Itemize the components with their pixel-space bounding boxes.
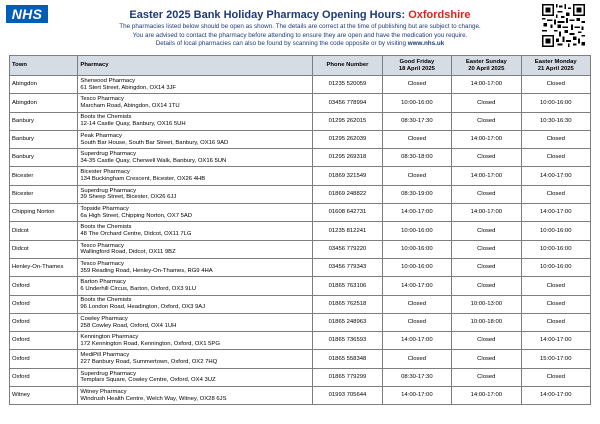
easter-monday-hours: Closed: [521, 76, 590, 94]
good-friday-hours: Closed: [382, 295, 451, 313]
easter-sunday-hours: 14:00-17:00: [452, 130, 521, 148]
pharmacy-address: Windrush Health Centre, Welch Way, Witney, OX28 6JS: [80, 395, 227, 402]
table-row: [10, 167, 591, 185]
town-cell: Abingdon: [10, 76, 78, 94]
title-prefix: Easter 2025 Bank Holiday Pharmacy Opening Hours:: [129, 9, 406, 21]
column-header-day: Good Friday: [399, 58, 435, 65]
phone-cell: 01295 262039: [313, 130, 382, 148]
easter-monday-hours: Closed: [521, 313, 590, 331]
easter-monday-hours: Closed: [521, 368, 590, 386]
pharmacy-name: Boots the Chemists: [80, 114, 132, 121]
easter-monday-hours: 10:30-16:30: [521, 112, 590, 130]
table-row: [10, 204, 591, 222]
phone-cell: 01865 558348: [313, 350, 382, 368]
phone-cell: 01235 520059: [313, 76, 382, 94]
easter-sunday-hours: Closed: [452, 240, 521, 258]
table-row: [10, 240, 591, 258]
easter-monday-hours: 10:00-16:00: [521, 222, 590, 240]
details-text: Details of local pharmacies can also be found by scanning the code opposite or by visiting: [155, 40, 406, 48]
column-header-easter-sunday: [452, 56, 521, 76]
good-friday-hours: 10:00-16:00: [382, 94, 451, 112]
easter-sunday-hours: Closed: [452, 332, 521, 350]
easter-monday-hours: Closed: [521, 149, 590, 167]
pharmacy-address: 359 Reading Road, Henley-On-Thames, RG9 4HA: [80, 267, 213, 274]
phone-cell: 01865 762518: [313, 295, 382, 313]
pharmacy-name: Bicester Pharmacy: [80, 169, 130, 176]
town-cell: Didcot: [10, 240, 78, 258]
pharmacy-cell: [78, 112, 313, 130]
good-friday-hours: 10:00-16:00: [382, 258, 451, 276]
pharmacy-address: 6a High Street, Chipping Norton, OX7 5AD: [80, 212, 193, 219]
phone-cell: 01865 736593: [313, 332, 382, 350]
pharmacy-name: Superdrug Pharmacy: [80, 187, 137, 194]
pharmacy-address: 227 Banbury Road, Summertown, Oxford, OX2 7HQ: [80, 359, 218, 366]
pharmacy-cell: [78, 258, 313, 276]
pharmacy-cell: [78, 368, 313, 386]
pharmacy-cell: [78, 149, 313, 167]
easter-sunday-hours: Closed: [452, 258, 521, 276]
easter-monday-hours: 14:00-17:00: [521, 204, 590, 222]
easter-sunday-hours: Closed: [452, 277, 521, 295]
phone-cell: 01865 763106: [313, 277, 382, 295]
pharmacy-address: 12-14 Castle Quay, Banbury, OX16 5UH: [80, 121, 186, 128]
table-row: [10, 313, 591, 331]
town-cell: Oxford: [10, 350, 78, 368]
good-friday-hours: 08:30-19:00: [382, 185, 451, 203]
good-friday-hours: 14:00-17:00: [382, 204, 451, 222]
pharmacy-name: Peak Pharmacy: [80, 132, 122, 139]
good-friday-hours: Closed: [382, 350, 451, 368]
easter-monday-hours: 15:00-17:00: [521, 350, 590, 368]
town-cell: Banbury: [10, 112, 78, 130]
good-friday-hours: Closed: [382, 313, 451, 331]
town-cell: Oxford: [10, 277, 78, 295]
easter-sunday-hours: Closed: [452, 350, 521, 368]
table-row: [10, 295, 591, 313]
table-row: [10, 222, 591, 240]
easter-sunday-hours: Closed: [452, 149, 521, 167]
pharmacy-name: Tesco Pharmacy: [80, 260, 124, 267]
easter-sunday-hours: Closed: [452, 185, 521, 203]
qr-code-icon[interactable]: [542, 4, 585, 47]
good-friday-hours: 08:30-17:30: [382, 112, 451, 130]
phone-cell: 03456 779343: [313, 258, 382, 276]
pharmacy-name: MediPill Pharmacy: [80, 352, 130, 359]
details-line: [80, 40, 520, 49]
pharmacy-name: Sherwood Pharmacy: [80, 77, 136, 84]
phone-cell: 01295 262015: [313, 112, 382, 130]
phone-cell: 01865 248963: [313, 313, 382, 331]
table-row: [10, 76, 591, 94]
easter-sunday-hours: Closed: [452, 222, 521, 240]
easter-monday-hours: 14:00-17:00: [521, 332, 590, 350]
easter-monday-hours: 10:00-16:00: [521, 258, 590, 276]
good-friday-hours: 14:00-17:00: [382, 332, 451, 350]
good-friday-hours: 10:00-16:00: [382, 240, 451, 258]
pharmacy-address: Marcham Road, Abingdon, OX14 1TU: [80, 102, 180, 109]
pharmacy-address: 96 London Road, Headington, Oxford, OX3 9AJ: [80, 304, 206, 311]
easter-sunday-hours: Closed: [452, 112, 521, 130]
good-friday-hours: Closed: [382, 76, 451, 94]
phone-cell: 03456 778994: [313, 94, 382, 112]
good-friday-hours: 08:30-17:30: [382, 368, 451, 386]
pharmacy-name: Tesco Pharmacy: [80, 242, 124, 249]
column-header-day: Easter Monday: [534, 58, 577, 65]
pharmacy-cell: [78, 204, 313, 222]
pharmacy-cell: [78, 295, 313, 313]
good-friday-hours: 08:30-18:00: [382, 149, 451, 167]
pharmacy-name: Barton Pharmacy: [80, 279, 126, 286]
pharmacy-cell: [78, 185, 313, 203]
nhs-website-link[interactable]: www.nhs.uk: [407, 40, 445, 48]
table-row: [10, 387, 591, 405]
pharmacy-address: 39 Sheep Street, Bicester, OX26 6JJ: [80, 194, 177, 201]
column-header-phone: Phone Number: [313, 56, 382, 76]
page-title: [90, 9, 510, 21]
nhs-logo: NHS: [6, 5, 48, 23]
good-friday-hours: 14:00-17:00: [382, 387, 451, 405]
town-cell: Witney: [10, 387, 78, 405]
pharmacy-address: 48 The Orchard Centre, Didcot, OX11 7LG: [80, 231, 192, 238]
town-cell: Oxford: [10, 295, 78, 313]
pharmacy-cell: [78, 240, 313, 258]
town-cell: Bicester: [10, 185, 78, 203]
table-header-row: [10, 56, 591, 76]
easter-sunday-hours: Closed: [452, 368, 521, 386]
pharmacy-address: 172 Kennington Road, Kennington, Oxford, OX1 5PG: [80, 340, 220, 347]
pharmacy-address: Templars Square, Cowley Centre, Oxford, OX4 3UZ: [80, 377, 216, 384]
pharmacy-table: [9, 55, 591, 405]
table-row: [10, 350, 591, 368]
pharmacy-address: 61 Stert Street, Abingdon, OX14 3JF: [80, 84, 177, 91]
easter-sunday-hours: 10:00-18:00: [452, 313, 521, 331]
intro-line: The pharmacies listed below should be open as shown. The details are correct at the time of publishing but are subject to change.: [119, 23, 481, 30]
town-cell: Oxford: [10, 313, 78, 331]
phone-cell: 01608 642731: [313, 204, 382, 222]
pharmacy-cell: [78, 94, 313, 112]
column-header-town: Town: [10, 56, 78, 76]
pharmacy-address: 258 Cowley Road, Oxford, OX4 1UH: [80, 322, 177, 329]
phone-cell: 01865 779299: [313, 368, 382, 386]
town-cell: Henley-On-Thames: [10, 258, 78, 276]
easter-sunday-hours: 14:00-17:00: [452, 387, 521, 405]
pharmacy-name: Witney Pharmacy: [80, 388, 127, 395]
pharmacy-cell: [78, 277, 313, 295]
easter-sunday-hours: 14:00-17:00: [452, 76, 521, 94]
column-header-pharmacy: Pharmacy: [78, 56, 313, 76]
phone-cell: 01295 269318: [313, 149, 382, 167]
easter-sunday-hours: 14:00-17:00: [452, 167, 521, 185]
pharmacy-cell: [78, 387, 313, 405]
table-row: [10, 112, 591, 130]
pharmacy-name: Boots the Chemists: [80, 297, 132, 304]
pharmacy-address: 6 Underhill Circus, Barton, Oxford, OX3 9LU: [80, 285, 196, 292]
town-cell: Banbury: [10, 130, 78, 148]
column-header-date: 18 April 2025: [398, 65, 435, 72]
town-cell: Chipping Norton: [10, 204, 78, 222]
good-friday-hours: 14:00-17:00: [382, 277, 451, 295]
easter-monday-hours: 10:00-16:00: [521, 94, 590, 112]
easter-monday-hours: 10:00-16:00: [521, 240, 590, 258]
pharmacy-address: 34-35 Castle Quay, Cherwell Walk, Banbury, OX16 5UN: [80, 157, 227, 164]
town-cell: Bicester: [10, 167, 78, 185]
pharmacy-address: 134 Buckingham Crescent, Bicester, OX26 4HB: [80, 176, 206, 183]
phone-cell: 01235 812241: [313, 222, 382, 240]
phone-cell: 03456 779220: [313, 240, 382, 258]
pharmacy-cell: [78, 167, 313, 185]
table-row: [10, 332, 591, 350]
town-cell: Didcot: [10, 222, 78, 240]
table-row: [10, 258, 591, 276]
pharmacy-name: Topside Pharmacy: [80, 205, 129, 212]
pharmacy-address: South Bar House, South Bar Street, Banbury, OX16 9AD: [80, 139, 229, 146]
easter-sunday-hours: 14:00-17:00: [452, 204, 521, 222]
column-header-date: 21 April 2025: [537, 65, 574, 72]
town-cell: Abingdon: [10, 94, 78, 112]
good-friday-hours: Closed: [382, 130, 451, 148]
easter-monday-hours: 14:00-17:00: [521, 167, 590, 185]
pharmacy-name: Tesco Pharmacy: [80, 96, 124, 103]
table-body: [10, 76, 591, 405]
pharmacy-name: Superdrug Pharmacy: [80, 370, 137, 377]
easter-monday-hours: Closed: [521, 295, 590, 313]
pharmacy-name: Kennington Pharmacy: [80, 334, 139, 340]
phone-cell: 01869 248822: [313, 185, 382, 203]
easter-sunday-hours: 10:00-13:00: [452, 295, 521, 313]
column-header-easter-monday: [521, 56, 590, 76]
table-row: [10, 277, 591, 295]
table-row: [10, 130, 591, 148]
pharmacy-cell: [78, 76, 313, 94]
table-row: [10, 149, 591, 167]
easter-monday-hours: Closed: [521, 277, 590, 295]
easter-monday-hours: Closed: [521, 185, 590, 203]
column-header-day: Easter Sunday: [465, 58, 507, 65]
easter-monday-hours: Closed: [521, 130, 590, 148]
easter-monday-hours: 14:00-17:00: [521, 387, 590, 405]
column-header-date: 20 April 2025: [468, 65, 505, 72]
table-row: [10, 185, 591, 203]
town-cell: Oxford: [10, 368, 78, 386]
pharmacy-name: Boots the Chemists: [80, 224, 132, 231]
title-area: Oxfordshire: [408, 9, 471, 21]
town-cell: Banbury: [10, 149, 78, 167]
column-header-good-friday: [382, 56, 451, 76]
good-friday-hours: Closed: [382, 167, 451, 185]
phone-cell: 01993 705644: [313, 387, 382, 405]
table-row: [10, 94, 591, 112]
pharmacy-cell: [78, 332, 313, 350]
pharmacy-name: Superdrug Pharmacy: [80, 151, 137, 158]
pharmacy-cell: [78, 222, 313, 240]
pharmacy-cell: [78, 350, 313, 368]
good-friday-hours: 10:00-16:00: [382, 222, 451, 240]
intro-line: You are advised to contact the pharmacy before attending to ensure they are open and have the medication you require.: [132, 31, 468, 39]
pharmacy-address: Wallingford Road, Didcot, OX11 9BZ: [80, 249, 176, 256]
easter-sunday-hours: Closed: [452, 94, 521, 112]
intro-text: [80, 23, 520, 49]
pharmacy-name: Cowley Pharmacy: [80, 315, 128, 322]
table-row: [10, 368, 591, 386]
pharmacy-cell: [78, 313, 313, 331]
phone-cell: 01869 321549: [313, 167, 382, 185]
pharmacy-cell: [78, 130, 313, 148]
town-cell: Oxford: [10, 332, 78, 350]
